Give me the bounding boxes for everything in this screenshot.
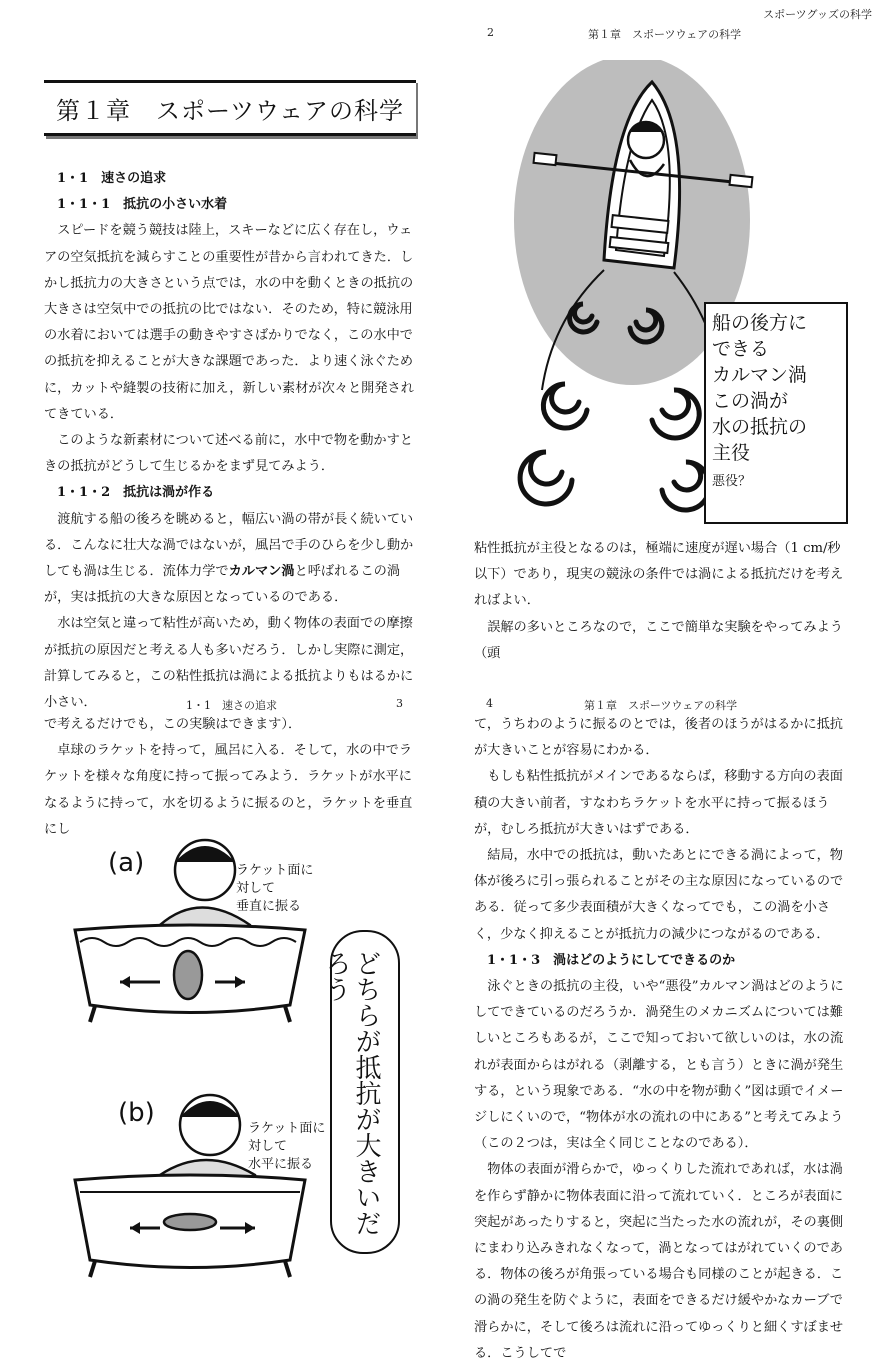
page-number: 4 [486,697,493,710]
chapter-title: 第１章 スポーツウェアの科学 [44,80,416,136]
running-head: 1・1 速さの追求 [186,699,277,712]
paragraph: で考えるだけでも，この実験はできます）． [44,717,302,732]
paragraph: 水は空気と違って粘性が高いため，動く物体の表面での摩擦が抵抗の原因だと考える人も多いだろう．しかし実際に測定，計算してみると，この粘性抵抗は渦による抵抗よりもはるかに小さい． [44,616,414,711]
book-title-header: スポーツグッズの科学 [763,8,872,21]
caption-line: 水の抵抗の [712,416,808,438]
bold-term: カルマン渦 [228,564,295,580]
note-b [248,1120,325,1174]
note-line: 対して [248,1139,288,1154]
subsection-heading: 1・1・1 抵抗の小さい水着 [57,197,228,213]
question-line: 抵抗が [351,1054,381,1132]
paragraph: 卓球のラケットを持って，風呂に入る．そして，水の中でラケットを様々な角度に持って振ってみよう．ラケットが水平になるように持って，水を切るように振るのと，ラケットを垂直にし [44,743,413,837]
note-line: ラケット面に [236,863,314,878]
caption-text [712,310,842,490]
paragraph: て，うちわのように振るのとでは，後者のほうがはるかに抵抗が大きいことが容易にわかる． [474,717,843,759]
paragraph: 結局，水中での抵抗は，動いたあとにできる渦によって，物体が後ろに引っ張られることがその主な原因になっているのである．従って多少表面積が大きくなってでも，この渦を小さく，少なく抑えることが抵抗力の減少につながるのである． [474,848,844,942]
paragraph: 物体の表面が滑らかで，ゆっくりした流れであれば，水は渦を作らず静かに物体表面に沿って流れていく．ところが表面に突起があったりすると，突起に当たった水の流れが，その裏側にまわり込みきれなくなって，渦となってはがれていくのである．物体の後ろが角張っている場合も同様のことが起きる．この渦の発生を防ぐように，表面をできるだけ緩やかなカーブで滑らかに，そして後ろは流れに沿ってゆっくりと細くすぼませる．こうしてで [474,1162,844,1361]
paragraph: このような新素材について述べる前に，水中で物を動かすときの抵抗がどうして生じるかをまず見てみよう． [44,433,413,475]
page3-body [44,712,420,843]
section-heading: 1・1 速さの追求 [57,171,167,186]
note-line: 対して [236,881,276,896]
question-text [321,950,381,1250]
question-line: 大きいだろう [321,950,381,1236]
caption-line: 主役 [712,442,751,464]
page1-body [44,166,420,716]
page-number: 3 [396,697,403,710]
caption-line: できる [712,338,770,360]
racket-vertical [174,951,202,999]
question-line: どちらが [351,950,381,1054]
note-line: ラケット面に [248,1121,326,1136]
paragraph: 泳ぐときの抵抗の主役，いや“悪役”カルマン渦はどのようにしてできているのだろうか．渦発生のメカニズムについては難しいところもあるが，ここで知っておいて欲しいのは，水の流れが表面からはがれる（剥離する，とも言う）ときに渦が発生する，という現象である．“水の中を物が動く”図は頭でイメージしにくいので，“物体が水の流れの中にある”と考えてみよう（この２つは，実は全く同じことなのである）． [474,979,844,1152]
note-line: 水平に振る [248,1157,314,1172]
subsection-heading: 1・1・2 抵抗は渦が作る [57,485,215,501]
label-a: (a) [108,848,145,878]
paragraph: 粘性抵抗が主役となるのは，極端に速度が遅い場合（1 cm/秒以下）であり，現実の競泳の条件では渦による抵抗だけを考えればよい． [474,541,844,609]
note-a [236,862,313,916]
note-line: 垂直に振る [236,899,302,914]
caption-small-note: 悪役？ [712,474,752,489]
text-span: 渡航する船の後ろを眺めると，幅広い渦の帯が長く続いている．こんなに壮大な渦ではないが，風呂で手のひらを少し動かしても渦は生じる．流体力学で [44,511,414,580]
racket-horizontal [164,1214,216,1230]
running-head: 第１章 スポーツウェアの科学 [584,699,738,712]
paragraph: もしも粘性抵抗がメインであるならば，移動する方向の表面積の大きい前者，すなわちラケットを水平に持って振るほうが，むしろ抵抗が大きいはずである． [474,769,843,837]
paragraph: 誤解の多いところなので，ここで簡単な実験をやってみよう（頭 [474,619,843,661]
label-b: (b) [118,1098,155,1128]
running-head: 第１章 スポーツウェアの科学 [588,28,742,41]
paragraph [44,507,420,612]
caption-line: カルマン渦 [712,364,808,386]
subsection-heading: 1・1・3 渦はどのようにしてできるのか [487,952,736,968]
paragraph: スピードを競う競技は陸上，スキーなどに広く存在し，ウェアの空気抵抗を減らすことの重要性が昔から言われてきた．しかし抵抗力の大きさという点では，水の中を動くときの抵抗の大きさは空気中での抵抗の比ではない．そのため，特に競泳用の水着においては選手の動きやすさばかりでなく，この水中での抵抗を抑えることが大きな課題であった．より速く泳ぐために，カットや縫製の技術に加え，新しい素材が次々と開発されてきている． [44,223,414,422]
caption-line: 船の後方に [712,312,808,334]
page-number: 2 [487,26,494,39]
text-span: と呼ばれるこの渦が，実は抵抗の大きな原因となっているのである． [44,564,401,606]
caption-line: この渦が [712,390,789,412]
page4-body [474,712,850,1367]
page2-body [474,536,850,667]
